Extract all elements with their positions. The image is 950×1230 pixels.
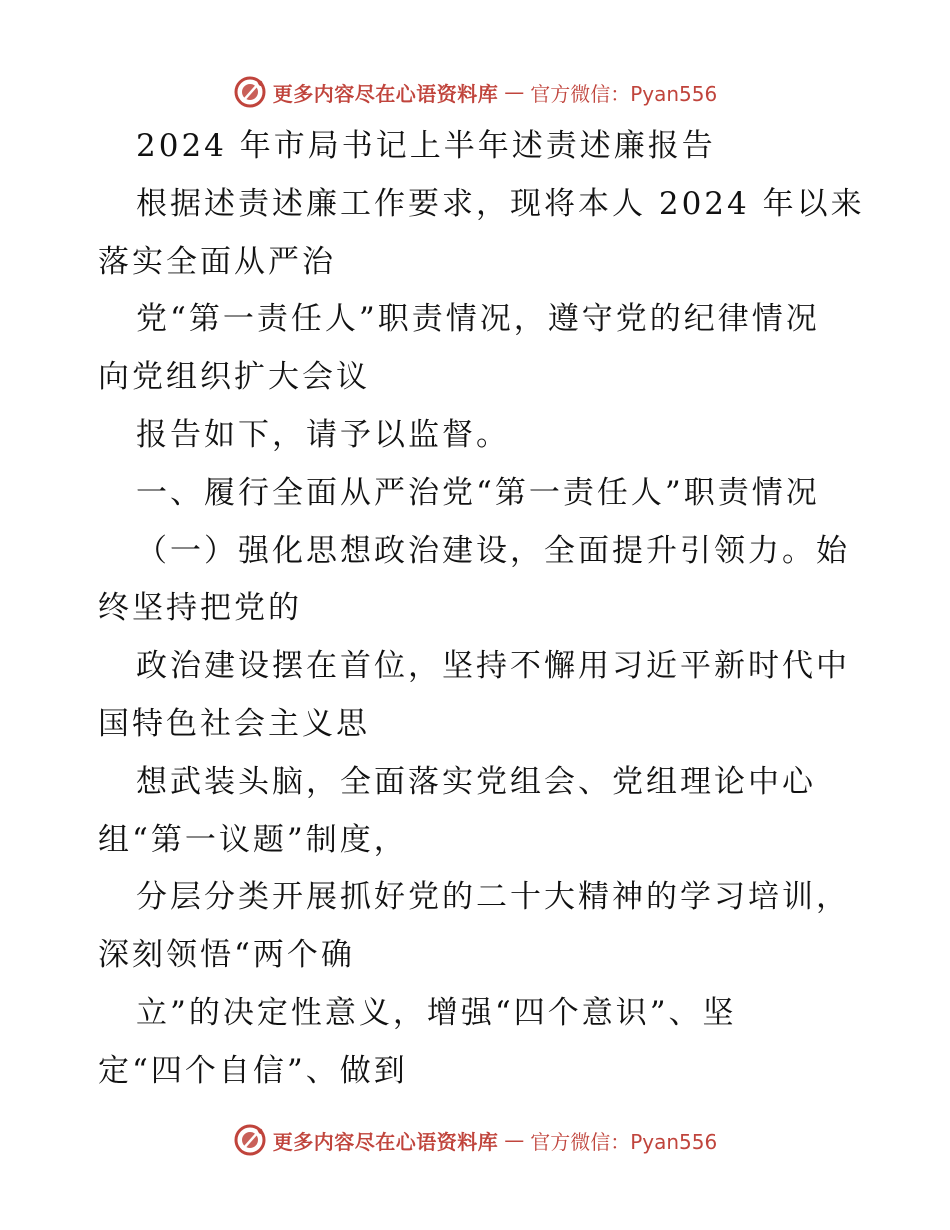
watermark-dash: — <box>504 80 525 104</box>
document-line: 深刻领悟“两个确 <box>98 937 355 974</box>
watermark-wechat: 官方微信：Pyan556 <box>530 1129 718 1154</box>
watermark-wechat: 官方微信：Pyan556 <box>530 81 718 106</box>
document-line: 向党组织扩大会议 <box>98 359 370 396</box>
footer-watermark <box>0 1120 950 1160</box>
document-line: 定“四个自信”、做到 <box>98 1052 408 1089</box>
document-line: 分层分类开展抓好党的二十大精神的学习培训， <box>136 879 850 916</box>
quill-seal-icon <box>233 1123 267 1157</box>
watermark-text: 更多内容尽在心语资料库 <box>272 1129 499 1154</box>
document-line: 终坚持把党的 <box>98 590 302 627</box>
document-line: 2024 年市局书记上半年述责述廉报告 <box>136 128 716 164</box>
document-line: 国特色社会主义思 <box>98 705 370 742</box>
document-line: 立”的决定性意义，增强“四个意识”、坚 <box>136 994 737 1031</box>
document-line: 落实全面从严治 <box>98 243 336 280</box>
document-line: 党“第一责任人”职责情况，遵守党的纪律情况 <box>136 301 820 338</box>
watermark-text: 更多内容尽在心语资料库 <box>272 81 499 106</box>
document-line: 报告如下，请予以监督。 <box>136 416 510 453</box>
header-watermark <box>0 72 950 112</box>
document-line: 根据述责述廉工作要求，现将本人 2024 年以来 <box>136 185 865 222</box>
document-body <box>98 118 865 1101</box>
document-line: （一）强化思想政治建设，全面提升引领力。始 <box>136 532 850 569</box>
watermark-dash: — <box>504 1128 525 1152</box>
document-line: 组“第一议题”制度， <box>98 821 408 858</box>
document-line: 一、履行全面从严治党“第一责任人”职责情况 <box>136 474 820 511</box>
document-line: 政治建设摆在首位，坚持不懈用习近平新时代中 <box>136 648 850 685</box>
quill-seal-icon <box>233 75 267 109</box>
document-line: 想武装头脑，全面落实党组会、党组理论中心 <box>136 763 816 800</box>
